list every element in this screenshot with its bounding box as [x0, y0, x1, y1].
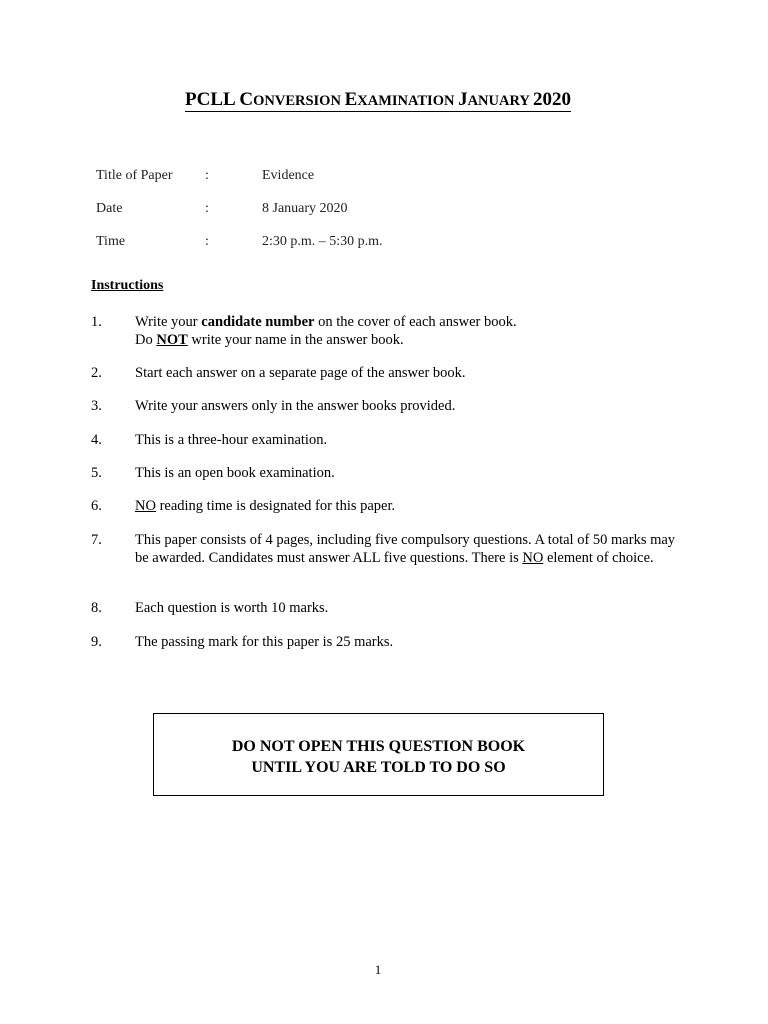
item-text-part: Do [135, 332, 157, 348]
item-text: The passing mark for this paper is 25 marks. [135, 634, 394, 650]
item-text-emphasis: NOT [156, 332, 188, 348]
item-number: 6. [91, 498, 102, 514]
item-text-emphasis: candidate number [201, 314, 315, 330]
title-part-4: XAMINATION [357, 93, 459, 109]
item-text-part: on the cover of each answer book. [314, 314, 517, 330]
item-number: 9. [91, 634, 102, 650]
item-number: 2. [91, 365, 102, 381]
item-text-part: reading time is designated for this paper. [155, 498, 396, 514]
page-number: 1 [374, 962, 382, 977]
instruction-item-3 [91, 397, 681, 415]
meta-value: 8 January 2020 [262, 201, 348, 216]
item-text: Each question is worth 10 marks. [135, 600, 329, 616]
item-number: 3. [91, 398, 102, 414]
item-text-part: element of choice. [543, 550, 654, 566]
title-part-1: PCLL C [185, 89, 254, 110]
item-text: Write your answers only in the answer books provided. [135, 398, 456, 414]
title-part-5: J [458, 89, 468, 110]
item-text-part: This paper consists of 4 pages, including five compulsory questions. A total of 50 marks may be awarded. Candidates must answer ALL five questions. There is [135, 532, 676, 566]
item-number: 8. [91, 600, 102, 616]
instruction-item-6 [91, 497, 681, 515]
item-number: 4. [91, 432, 102, 448]
item-text-emphasis: NO [522, 550, 544, 566]
item-number: 5. [91, 465, 102, 481]
meta-label: Title of Paper [96, 168, 173, 183]
instruction-item-8 [91, 599, 681, 617]
title-part-7: 2020 [532, 89, 571, 110]
meta-colon: : [205, 234, 209, 249]
page-title [0, 89, 756, 112]
notice-box [153, 713, 604, 796]
instruction-item-9 [91, 633, 681, 651]
meta-value: Evidence [262, 168, 315, 183]
notice-line-2: UNTIL YOU ARE TOLD TO DO SO [251, 759, 506, 776]
meta-label: Time [96, 234, 126, 249]
instruction-item-5 [91, 464, 681, 482]
item-number: 7. [91, 532, 102, 548]
item-text [135, 531, 680, 567]
item-text: This is an open book examination. [135, 465, 335, 481]
meta-colon: : [205, 201, 209, 216]
instructions-heading: Instructions [91, 278, 164, 293]
instruction-item-7 [91, 531, 681, 585]
meta-colon: : [205, 168, 209, 183]
item-text-part: write your name in the answer book. [187, 332, 404, 348]
title-part-6: ANUARY [467, 93, 533, 109]
item-number: 1. [91, 314, 102, 330]
item-text-part: Write your [135, 314, 202, 330]
title-part-2: ONVERSION [253, 93, 345, 109]
title-part-3: E [344, 89, 358, 110]
item-text [135, 497, 680, 515]
instruction-item-1 [91, 313, 681, 349]
meta-label: Date [96, 201, 123, 216]
item-text-emphasis: NO [135, 498, 156, 514]
notice-line-1: DO NOT OPEN THIS QUESTION BOOK [231, 738, 526, 755]
item-text [135, 313, 680, 349]
instruction-item-4 [91, 431, 681, 449]
instruction-item-2 [91, 364, 681, 382]
meta-value: 2:30 p.m. – 5:30 p.m. [262, 234, 383, 249]
item-text: Start each answer on a separate page of the answer book. [135, 365, 466, 381]
item-text: This is a three-hour examination. [135, 432, 328, 448]
